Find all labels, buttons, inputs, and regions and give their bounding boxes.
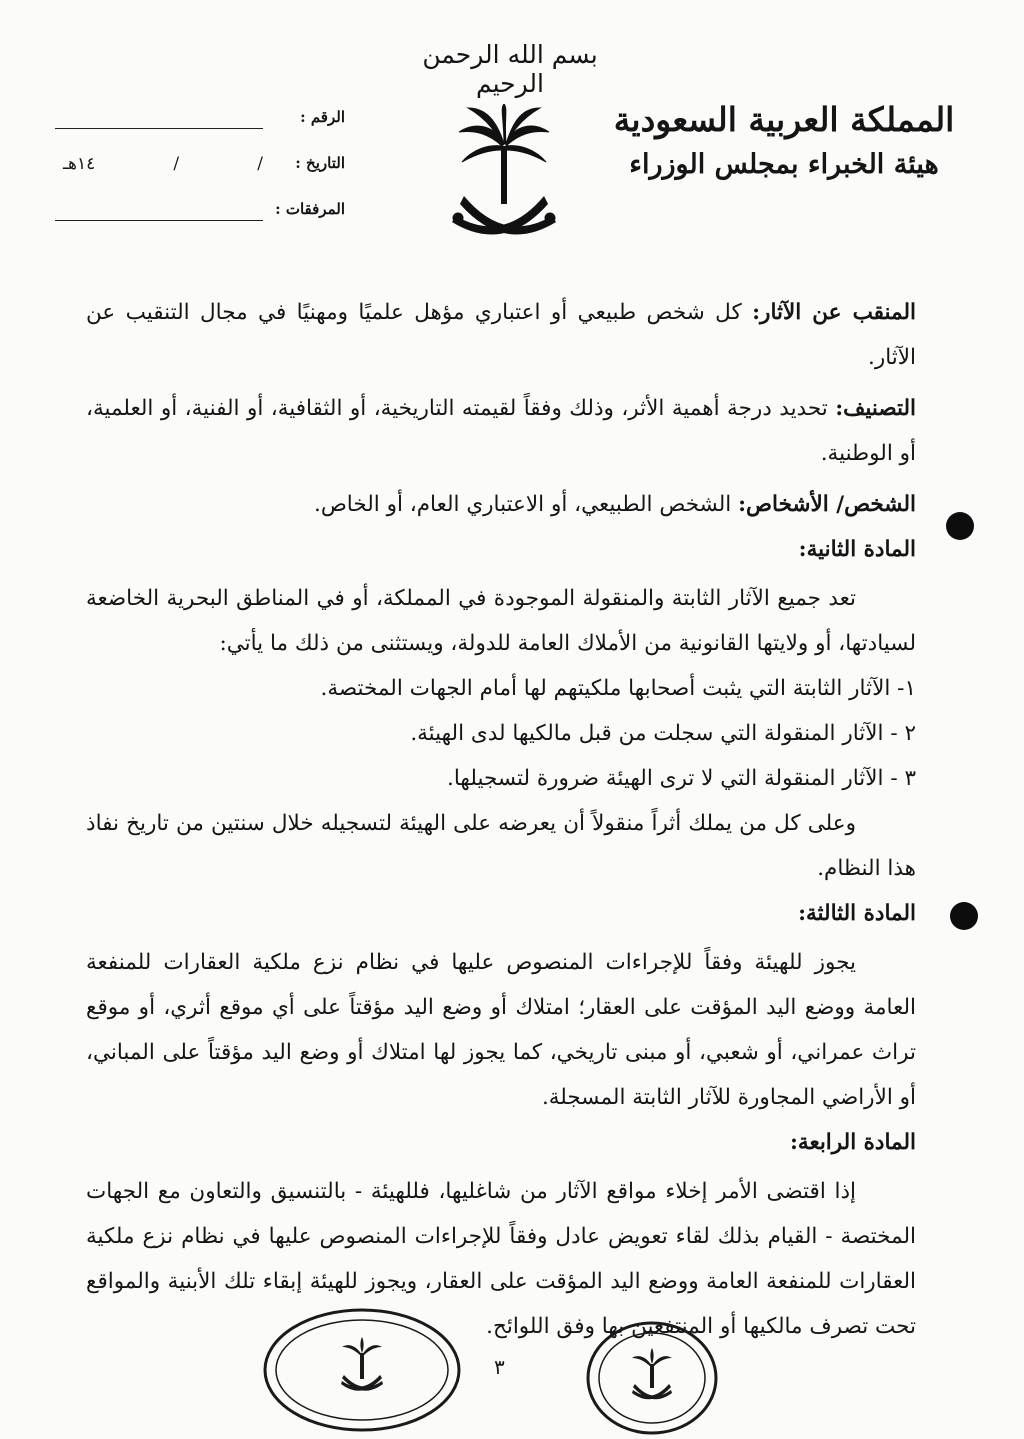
official-seal-left [262, 1305, 462, 1435]
definition-classification [86, 386, 916, 476]
article-4-title: المادة الرابعة: [789, 1130, 916, 1155]
attachments-row [55, 200, 345, 246]
basmala: بسم الله الرحمن الرحيم [422, 40, 598, 98]
page-number: ٣ [494, 1355, 505, 1379]
reference-block [55, 108, 345, 246]
punch-hole-mark [950, 902, 978, 930]
definition-term: الشخص/ الأشخاص: [738, 492, 916, 517]
date-row [55, 154, 345, 200]
article-2-item-1: ١- الآثار الثابتة التي يثبت أصحابها ملكيتهم لها أمام الجهات المختصة. [320, 676, 916, 701]
article-3-title: المادة الثالثة: [798, 901, 916, 926]
article-2-item-3: ٣ - الآثار المنقولة التي لا ترى الهيئة ضرورة لتسجيلها. [447, 766, 916, 791]
article-2-tail: وعلى كل من يملك أثراً منقولاً أن يعرضه على الهيئة لتسجيله خلال سنتين من تاريخ نفاذ هذا النظام. [86, 811, 916, 881]
punch-hole-mark [946, 512, 974, 540]
attachments-line [55, 204, 263, 221]
date-year: ١٤هـ [63, 154, 96, 174]
reference-label: الرقم : [300, 108, 345, 126]
definition-term: المنقب عن الآثار: [752, 300, 916, 325]
official-seal-right [585, 1318, 720, 1436]
organization-header [604, 100, 964, 180]
palm-swords-emblem [444, 104, 564, 249]
definition-term: التصنيف: [835, 396, 917, 421]
definition-person [86, 482, 916, 527]
definition-text: تحديد درجة أهمية الأثر، وذلك وفقاً لقيمته التاريخية، أو الثقافية، أو الفنية، أو العلمية، أو الوطنية. [86, 396, 916, 466]
article-2-text: تعد جميع الآثار الثابتة والمنقولة الموجودة في المملكة، أو في المناطق البحرية الخاضعة لسيادتها، أو ولايتها القانونية من الأملاك العامة للدولة، ويستثنى من ذلك ما يأتي: [86, 586, 916, 656]
org-name-kingdom: المملكة العربية السعودية [613, 100, 955, 139]
date-sep-1: / [257, 154, 263, 174]
definition-text: الشخص الطبيعي، أو الاعتباري العام، أو الخاص. [313, 492, 732, 517]
definition-excavator [86, 290, 916, 380]
reference-row [55, 108, 345, 154]
org-name-body: هيئة الخبراء بمجلس الوزراء [629, 149, 939, 180]
date-value [55, 154, 263, 174]
reference-line [55, 112, 263, 129]
article-4-text: إذا اقتضى الأمر إخلاء مواقع الآثار من شاغليها، فللهيئة - بالتنسيق والتعاون مع الجهات المختصة - القيام بذلك لقاء تعويض عادل وفقاً للإجراءات المنصوص عليها في نظام نزع ملكية العقارات للمنفعة العامة ووضع اليد المؤقت على العقار، ويجوز للهيئة إبقاء تلك الأبنية والمواقع تحت تصرف مالكيها أو المنتفعين بها وفق اللوائح. [86, 1179, 916, 1339]
article-2-item-2: ٢ - الآثار المنقولة التي سجلت من قبل مالكيها لدى الهيئة. [410, 721, 916, 746]
document-body [86, 290, 916, 1349]
article-3-text: يجوز للهيئة وفقاً للإجراءات المنصوص عليها في نظام نزع ملكية العقارات للمنفعة العامة ووضع اليد المؤقت على العقار؛ امتلاك أو وضع اليد مؤقتاً على أي موقع أثري، أو موقع تراث عمراني، أو شعبي، أو مبنى تاريخي، كما يجوز لها امتلاك أو وضع اليد مؤقتاً على المباني، أو الأراضي المجاورة للآثار الثابتة المسجلة. [86, 950, 916, 1110]
definition-text: كل شخص طبيعي أو اعتباري مؤهل علميًا ومهنيًا في مجال التنقيب عن الآثار. [86, 300, 916, 370]
date-sep-2: / [173, 154, 180, 174]
article-2-title: المادة الثانية: [798, 537, 916, 562]
attachments-label: المرفقات : [275, 200, 345, 218]
date-label: التاريخ : [295, 154, 345, 172]
